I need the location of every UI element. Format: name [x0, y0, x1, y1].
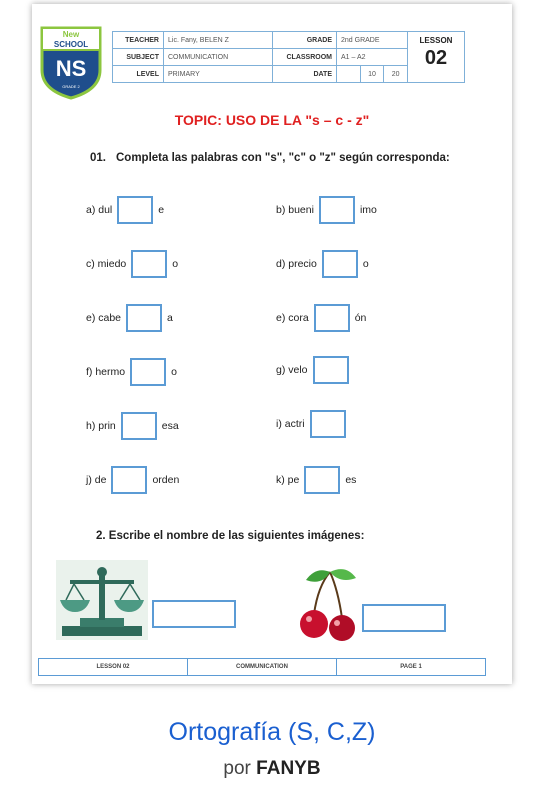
item-label: g) velo: [276, 364, 308, 376]
lesson-number: 02: [424, 47, 448, 69]
item-label: e) cora: [276, 312, 309, 324]
footer-page: PAGE 1: [400, 664, 422, 670]
date-year: 20: [384, 66, 408, 83]
byline-prefix: por: [223, 758, 251, 779]
logo-initials: NS: [55, 56, 87, 81]
item-suffix: ón: [354, 312, 367, 324]
worksheet-footer: [38, 658, 486, 676]
item-label: a) dul: [86, 204, 113, 216]
answer-box[interactable]: [126, 304, 162, 332]
item-suffix: orden: [152, 474, 180, 486]
exercise-item: [276, 196, 377, 224]
logo-school-text: SCHOOL: [53, 40, 89, 49]
item-label: j) de: [86, 474, 107, 486]
item-suffix: es: [345, 474, 357, 486]
resource-title-link[interactable]: Ortografía (S, C,Z): [168, 718, 376, 746]
item-suffix: esa: [161, 420, 179, 432]
header-table: [112, 31, 465, 83]
classroom-label: CLASSROOM: [273, 49, 337, 66]
item-label: f) hermo: [86, 366, 126, 378]
item-label: k) pe: [276, 474, 300, 486]
item-suffix: e: [158, 204, 165, 216]
exercise-item: [276, 304, 366, 332]
subject-value: COMMUNICATION: [164, 49, 273, 66]
item-label: d) precio: [276, 258, 317, 270]
worksheet-card[interactable]: [32, 4, 512, 684]
exercise-item: [86, 250, 178, 278]
answer-box[interactable]: [304, 466, 340, 494]
teacher-label: TEACHER: [113, 32, 164, 49]
date-label: DATE: [273, 66, 337, 83]
exercise-item: [86, 412, 179, 440]
image-answer-box-cherries[interactable]: [362, 604, 446, 632]
teacher-value: Lic. Fany, BELEN Z: [164, 32, 273, 49]
item-label: b) bueni: [276, 204, 314, 216]
logo-top-text: New: [62, 30, 80, 39]
answer-box[interactable]: [111, 466, 147, 494]
exercise-item: [86, 466, 179, 494]
footer-lesson: LESSON 02: [39, 659, 188, 675]
answer-box[interactable]: [310, 410, 346, 438]
answer-box[interactable]: [130, 358, 166, 386]
level-label: LEVEL: [113, 66, 164, 83]
answer-box[interactable]: [121, 412, 157, 440]
school-logo: [38, 24, 104, 100]
image-answer-box-scale[interactable]: [152, 600, 236, 628]
exercise-item: [276, 356, 354, 384]
item-suffix: o: [362, 258, 369, 270]
exercise-item: [86, 358, 177, 386]
exercise-item: [86, 304, 173, 332]
author-byline: [0, 758, 544, 780]
level-value: PRIMARY: [164, 66, 273, 83]
question-1-number: 01.: [90, 152, 106, 164]
grade-value: 2nd GRADE: [337, 32, 408, 49]
exercise-item: [276, 250, 369, 278]
item-label: h) prin: [86, 420, 116, 432]
question-2-prompt: 2. Escribe el nombre de las siguientes imágenes:: [96, 530, 365, 542]
answer-box[interactable]: [117, 196, 153, 224]
balance-scale-icon: [56, 560, 148, 640]
date-day: [337, 66, 361, 83]
item-label: i) actri: [276, 418, 305, 430]
item-suffix: o: [172, 258, 179, 270]
logo-bottom-text: GRADE 2: [62, 84, 80, 89]
date-month: 10: [360, 66, 384, 83]
topic-heading: TOPIC: USO DE LA "s – c - z": [174, 112, 370, 128]
item-suffix: a: [167, 312, 173, 324]
exercise-item: [276, 410, 351, 438]
question-1-text: Completa las palabras con "s", "c" o "z" según corresponda:: [116, 152, 450, 164]
answer-box[interactable]: [313, 356, 349, 384]
exercise-item: [86, 196, 164, 224]
answer-box[interactable]: [131, 250, 167, 278]
footer-subject: COMMUNICATION: [188, 659, 337, 675]
author-name[interactable]: FANYB: [256, 758, 321, 779]
exercise-item: [276, 466, 356, 494]
grade-label: GRADE: [273, 32, 337, 49]
lesson-label: LESSON: [419, 36, 453, 45]
item-label: c) miedo: [86, 258, 127, 270]
answer-box[interactable]: [322, 250, 358, 278]
item-suffix: imo: [359, 204, 377, 216]
item-suffix: o: [171, 366, 177, 378]
question-1-prompt: [90, 150, 476, 167]
answer-box[interactable]: [319, 196, 355, 224]
answer-box[interactable]: [314, 304, 350, 332]
subject-label: SUBJECT: [113, 49, 164, 66]
lesson-cell: [408, 32, 465, 83]
cherries-icon: [296, 566, 362, 642]
classroom-value: A1 – A2: [337, 49, 408, 66]
item-label: e) cabe: [86, 312, 122, 324]
